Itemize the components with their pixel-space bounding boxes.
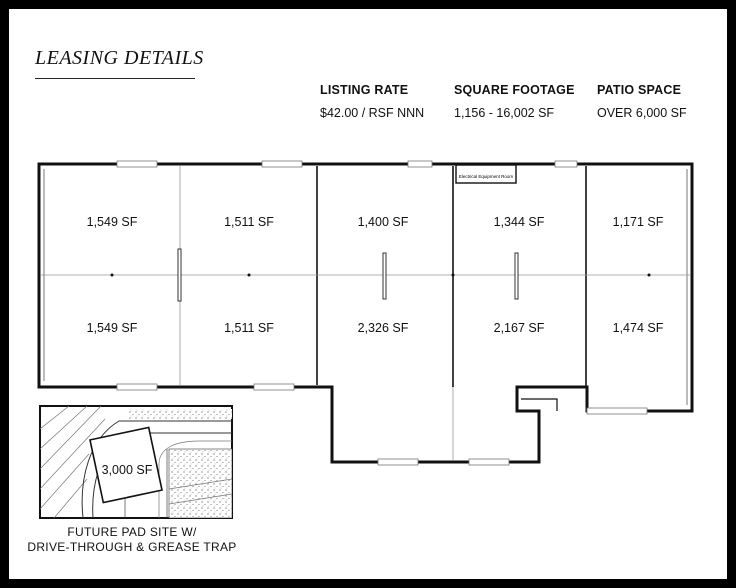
square-footage-value: 1,156 - 16,002 SF [454,106,555,120]
patio-space-label: PATIO SPACE [597,83,682,97]
suite-area-label: 1,400 SF [357,215,409,229]
suite-area-label: 1,511 SF [224,215,274,229]
pad-site-area: 3,000 SF [101,463,153,477]
pad-site-caption [17,525,247,555]
pad-site-caption-line1: FUTURE PAD SITE W/ [67,525,197,539]
page-title: LEASING DETAILS [35,47,204,69]
suite-area-label: 1,511 SF [224,321,274,335]
square-footage-label: SQUARE FOOTAGE [454,83,575,97]
suite-area-label: 1,344 SF [493,215,545,229]
electrical-equipment-room [456,165,516,183]
pad-site-caption-line2: DRIVE-THROUGH & GREASE TRAP [27,540,237,554]
suite-area-label: 2,167 SF [493,321,545,335]
patio-space-value: OVER 6,000 SF [597,106,687,120]
flyer-sheet [9,9,727,579]
pad-site-map [40,406,232,518]
suite-area-label: 2,326 SF [357,321,409,335]
suite-area-label: 1,549 SF [86,215,138,229]
suite-area-label: 1,474 SF [612,321,664,335]
listing-rate-label: LISTING RATE [320,83,409,97]
listing-rate-value: $42.00 / RSF NNN [320,106,425,120]
equipment-room-label: Electrical Equipment Room [458,174,514,179]
floor-plan [9,9,727,579]
interior-walls [317,166,586,387]
suite-area-label: 1,549 SF [86,321,138,335]
suite-area-label: 1,171 SF [612,215,664,229]
